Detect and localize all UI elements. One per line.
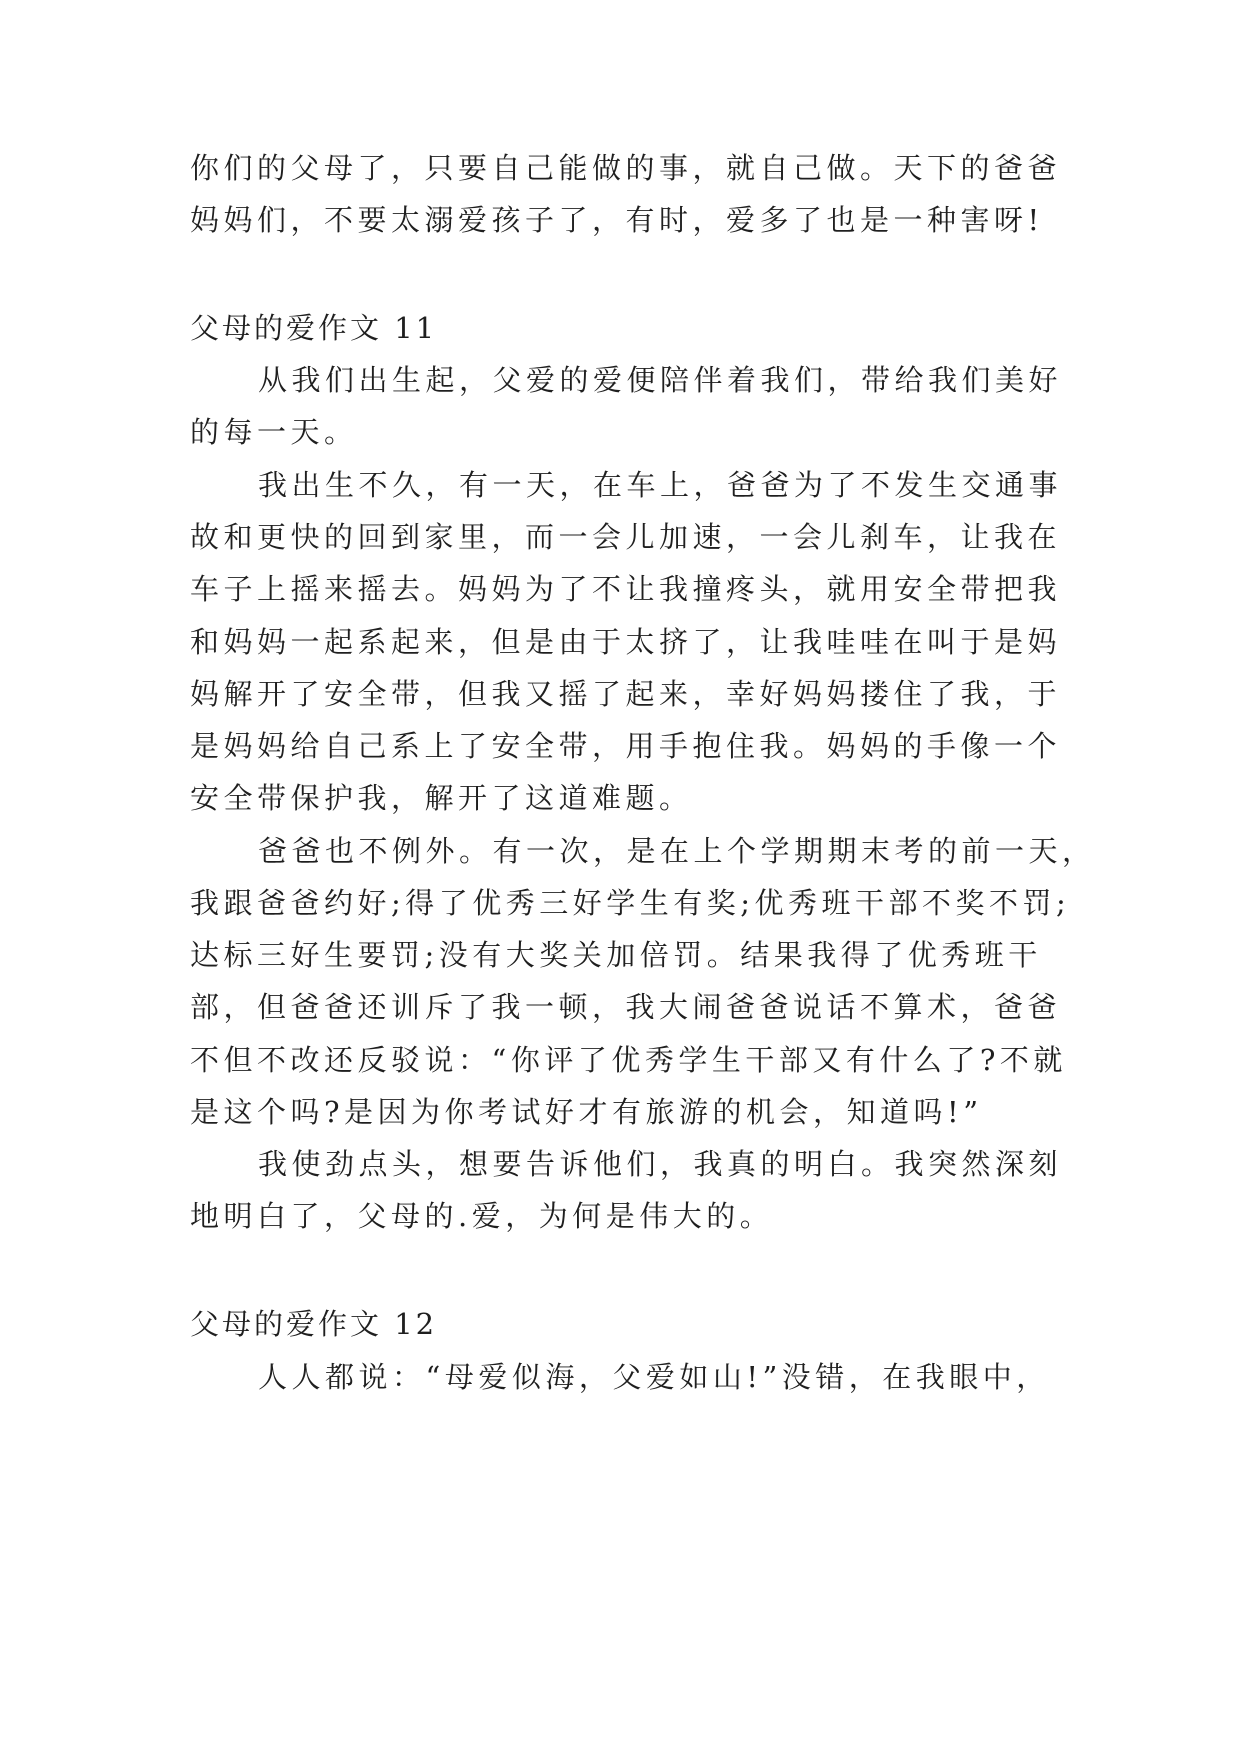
- body-text-line: 妈妈们，不要太溺爱孩子了，有时，爱多了也是一种害呀!: [190, 203, 1044, 237]
- paragraph-line: 我使劲点头，想要告诉他们，我真的明白。我突然深刻: [258, 1147, 1063, 1181]
- paragraph-line: 部，但爸爸还训斥了我一顿，我大闹爸爸说话不算术，爸爸: [190, 990, 1062, 1024]
- paragraph-line: 我出生不久，有一天，在车上，爸爸为了不发生交通事: [258, 468, 1063, 502]
- paragraph-line: 我跟爸爸约好;得了优秀三好学生有奖;优秀班干部不奖不罚;: [190, 886, 1071, 920]
- paragraph-line: 人人都说：“母爱似海，父爱如山!”没错，在我眼中，: [258, 1360, 1050, 1394]
- paragraph-line: 故和更快的回到家里，而一会儿加速，一会儿刹车，让我在: [190, 520, 1062, 554]
- section-heading-12: 父母的爱作文 12: [190, 1307, 438, 1341]
- body-text-line: 你们的父母了，只要自己能做的事，就自己做。天下的爸爸: [190, 151, 1062, 185]
- paragraph-line: 爸爸也不例外。有一次，是在上个学期期末考的前一天，: [258, 834, 1096, 868]
- section-heading-11: 父母的爱作文 11: [190, 311, 438, 345]
- paragraph-line: 从我们出生起，父爱的爱便陪伴着我们，带给我们美好: [258, 363, 1063, 397]
- paragraph-line: 是这个吗?是因为你考试好才有旅游的机会，知道吗!”: [190, 1095, 983, 1129]
- paragraph-line: 地明白了，父母的.爱，为何是伟大的。: [190, 1199, 774, 1233]
- document-page: [190, 0, 1096, 1754]
- paragraph-line: 安全带保护我，解开了这道难题。: [190, 781, 693, 815]
- paragraph-line: 车子上摇来摇去。妈妈为了不让我撞疼头，就用安全带把我: [190, 572, 1062, 606]
- paragraph-line: 不但不改还反驳说：“你评了优秀学生干部又有什么了?不就: [190, 1043, 1067, 1077]
- paragraph-line: 是妈妈给自己系上了安全带，用手抱住我。妈妈的手像一个: [190, 729, 1062, 763]
- paragraph-line: 达标三好生要罚;没有大奖关加倍罚。结果我得了优秀班干: [190, 938, 1042, 972]
- paragraph-line: 和妈妈一起系起来，但是由于太挤了，让我哇哇在叫于是妈: [190, 625, 1062, 659]
- paragraph-line: 的每一天。: [190, 415, 358, 449]
- paragraph-line: 妈解开了安全带，但我又摇了起来，幸好妈妈搂住了我，于: [190, 677, 1062, 711]
